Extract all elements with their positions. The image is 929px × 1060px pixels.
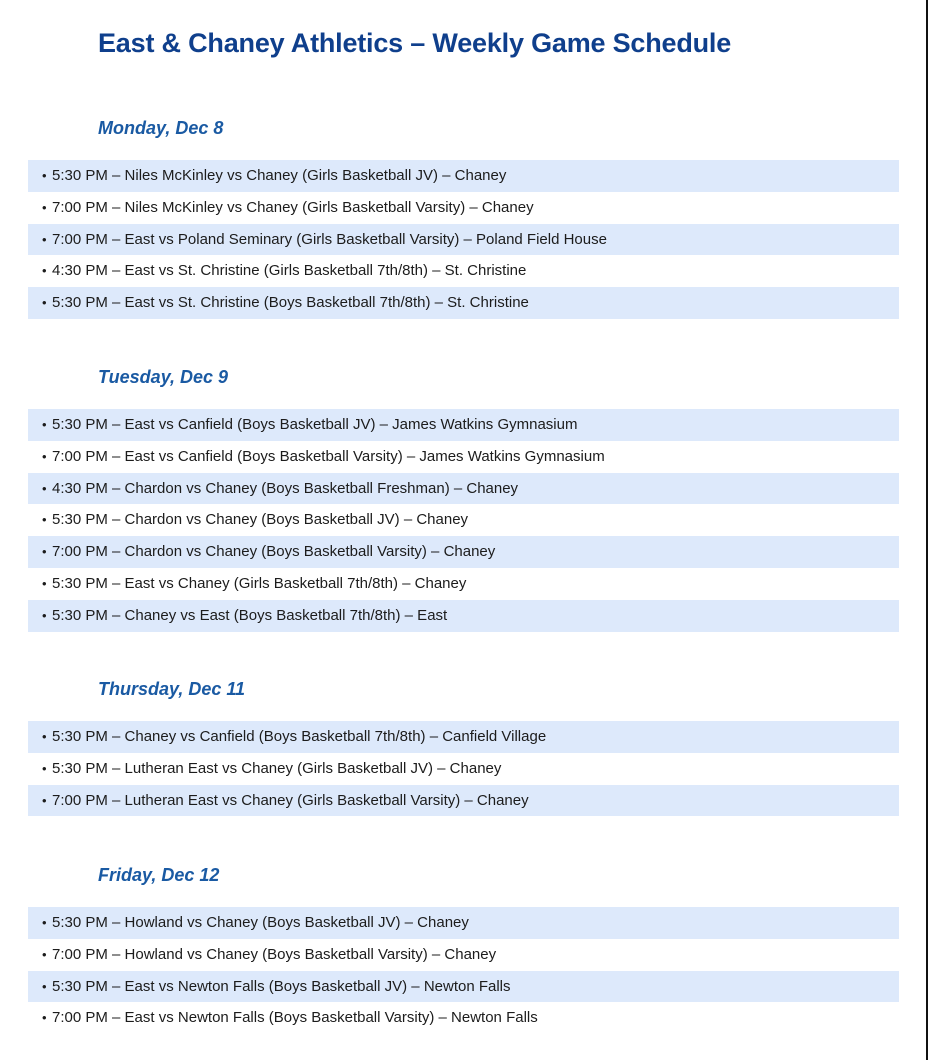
bullet-icon: • — [42, 575, 47, 591]
page-title: East & Chaney Athletics – Weekly Game Schedule — [98, 28, 732, 58]
game-row: • 7:00 PM – Chardon vs Chaney (Boys Basketball Varsity) – Chaney — [28, 536, 899, 568]
game-row: • 5:30 PM – East vs St. Christine (Boys Basketball 7th/8th) – St. Christine — [28, 287, 899, 319]
game-row: • 5:30 PM – Niles McKinley vs Chaney (Girls Basketball JV) – Chaney — [28, 160, 899, 192]
bullet-icon: • — [42, 168, 47, 183]
bullet-icon: • — [42, 448, 47, 464]
bullet-icon: • — [42, 512, 47, 528]
day-heading-friday: Friday, Dec 12 — [98, 865, 220, 885]
bullet-icon: • — [42, 792, 47, 808]
game-row: • 5:30 PM – East vs Newton Falls (Boys Basketball JV) – Newton Falls — [28, 971, 899, 1003]
game-row: • 7:00 PM – Howland vs Chaney (Boys Basketball Varsity) – Chaney — [28, 939, 899, 971]
bullet-icon: • — [42, 263, 47, 279]
page-edge-border — [926, 0, 928, 1060]
bullet-icon: • — [42, 1010, 47, 1026]
game-row: • 5:30 PM – East vs Chaney (Girls Basketball 7th/8th) – Chaney — [28, 568, 899, 600]
game-row: • 7:00 PM – East vs Newton Falls (Boys Basketball Varsity) – Newton Falls — [28, 1002, 899, 1034]
bullet-icon: • — [42, 760, 47, 776]
game-row: • 4:30 PM – East vs St. Christine (Girls Basketball 7th/8th) – St. Christine — [28, 255, 899, 287]
bullet-icon: • — [42, 480, 47, 496]
bullet-icon: • — [42, 978, 47, 994]
bullet-icon: • — [42, 915, 47, 930]
bullet-icon: • — [42, 199, 47, 215]
bullet-icon: • — [42, 729, 47, 744]
game-row: • 5:30 PM – Chaney vs Canfield (Boys Basketball 7th/8th) – Canfield Village — [28, 721, 899, 753]
bullet-icon: • — [42, 946, 47, 962]
bullet-icon: • — [42, 544, 47, 560]
game-row: • 5:30 PM – Lutheran East vs Chaney (Girls Basketball JV) – Chaney — [28, 753, 899, 785]
bullet-icon: • — [42, 607, 47, 623]
game-row: • 5:30 PM – East vs Canfield (Boys Basketball JV) – James Watkins Gymnasium — [28, 409, 899, 441]
game-row: • 5:30 PM – Howland vs Chaney (Boys Basketball JV) – Chaney — [28, 907, 899, 939]
bullet-icon: • — [42, 231, 47, 247]
game-row: • 5:30 PM – Chardon vs Chaney (Boys Basketball JV) – Chaney — [28, 504, 899, 536]
game-row: • 4:30 PM – Chardon vs Chaney (Boys Basketball Freshman) – Chaney — [28, 473, 899, 505]
game-row: • 5:30 PM – Chaney vs East (Boys Basketball 7th/8th) – East — [28, 600, 899, 632]
day-heading-tuesday: Tuesday, Dec 9 — [98, 367, 229, 387]
game-list-tuesday — [28, 409, 899, 632]
game-list-monday — [28, 160, 899, 319]
game-list-friday — [28, 907, 899, 1034]
day-heading-thursday: Thursday, Dec 11 — [98, 679, 246, 699]
game-list-thursday — [28, 721, 899, 816]
game-row: • 7:00 PM – Lutheran East vs Chaney (Girls Basketball Varsity) – Chaney — [28, 785, 899, 817]
bullet-icon: • — [42, 295, 47, 311]
game-row: • 7:00 PM – East vs Poland Seminary (Girls Basketball Varsity) – Poland Field House — [28, 224, 899, 256]
bullet-icon: • — [42, 417, 47, 432]
day-heading-monday: Monday, Dec 8 — [98, 118, 224, 138]
game-row: • 7:00 PM – East vs Canfield (Boys Basketball Varsity) – James Watkins Gymnasium — [28, 441, 899, 473]
game-row: • 7:00 PM – Niles McKinley vs Chaney (Girls Basketball Varsity) – Chaney — [28, 192, 899, 224]
